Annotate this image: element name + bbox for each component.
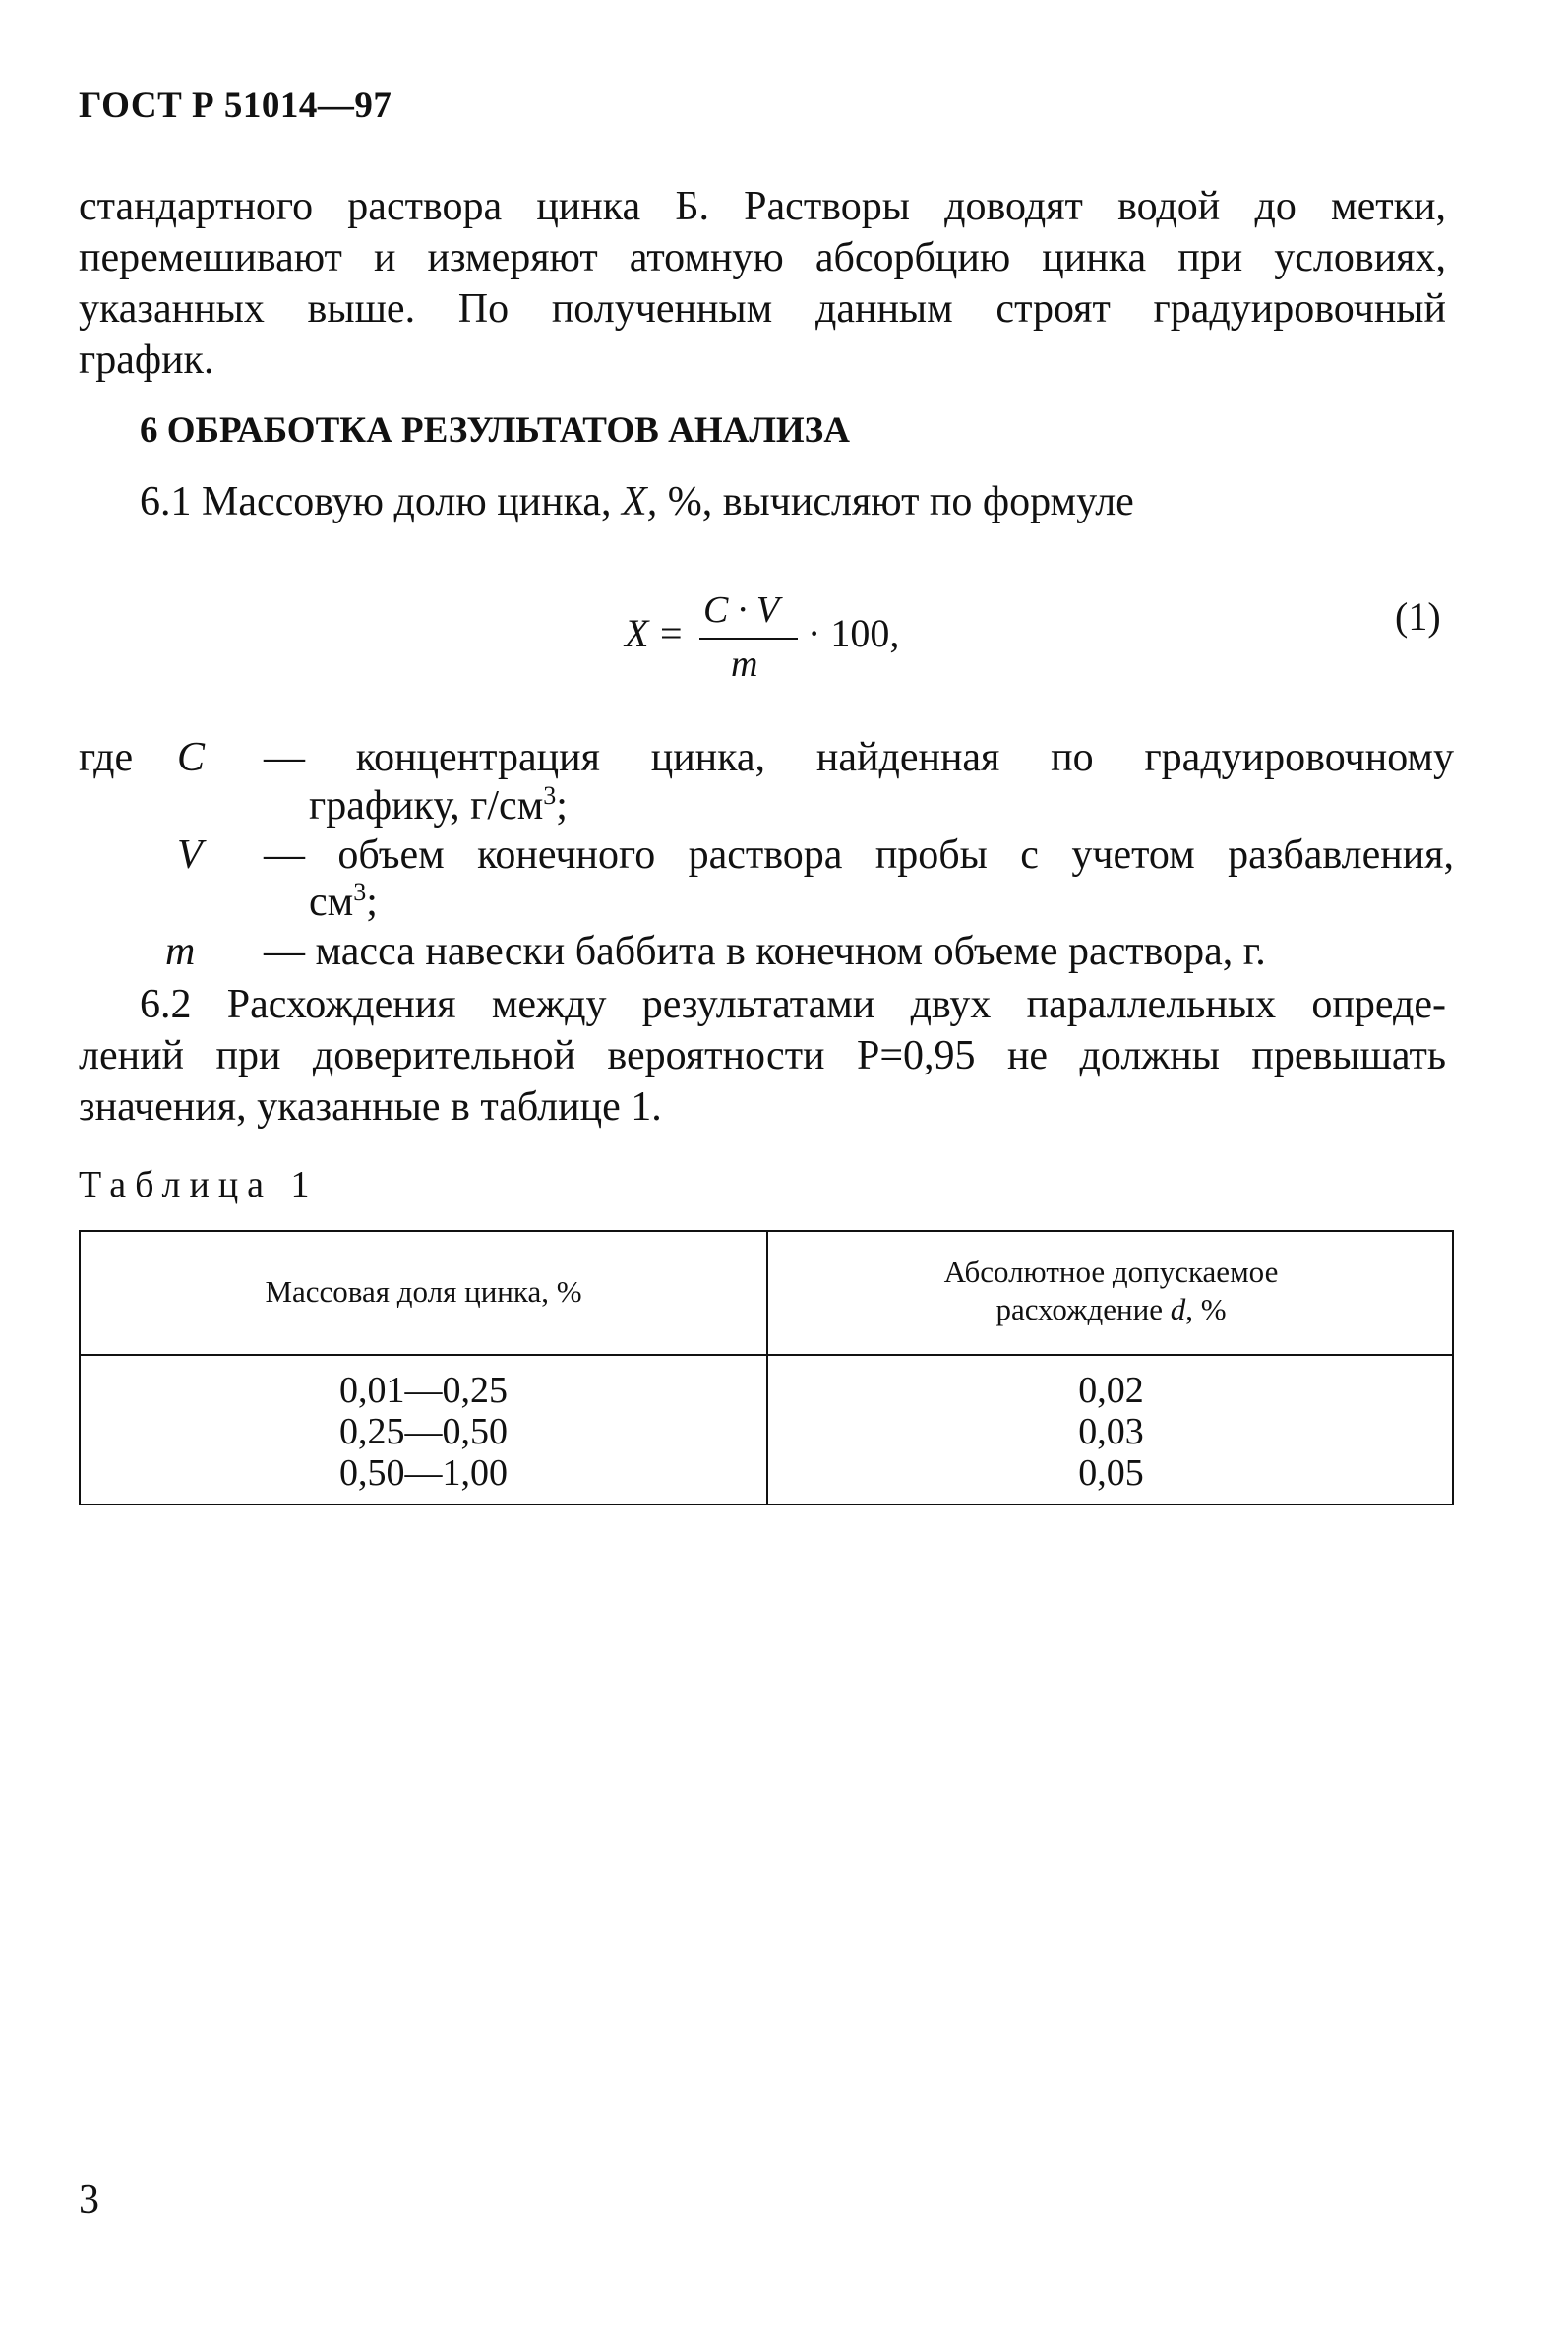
page-number: 3 (79, 2178, 99, 2223)
section-heading: 6 ОБРАБОТКА РЕЗУЛЬТАТОВ АНАЛИЗА (140, 410, 850, 451)
where-def-c-line1: — концентрация цинка, найденная по градуировочному (264, 735, 1454, 780)
clause-text: Массовую долю цинка, (202, 479, 612, 524)
intro-line: указанных выше. По полученным данным строят градуировочный (79, 286, 1446, 332)
table-column-discrepancy (768, 1370, 1454, 1494)
def-text-end: ; (556, 783, 568, 829)
where-symbol-c (177, 734, 205, 781)
table-cell: 0,01—0,25 (339, 1370, 508, 1411)
clause-text: %, вычисляют по формуле (667, 479, 1134, 524)
where-symbol-m (165, 928, 195, 975)
superscript: 3 (543, 781, 557, 810)
table-header-discrepancy (768, 1254, 1454, 1328)
where-def-m-line1: — масса навески баббита в конечном объеме раствора, г. (264, 929, 1266, 974)
table-1 (79, 1230, 1454, 1505)
clause-number: 6.1 (140, 479, 192, 524)
table-header-mass-fraction: Массовая доля цинка, % (265, 1274, 582, 1309)
intro-line: график. (79, 338, 214, 383)
def-text: см (309, 880, 354, 925)
table-column-ranges (81, 1370, 766, 1494)
clause-6-2 (79, 979, 1446, 1133)
clause-6-2-line: 6.2 Расхождения между результатами двух параллельных опреде- (140, 982, 1446, 1027)
where-def-v-line2 (309, 879, 378, 926)
table-cell: 0,50—1,00 (339, 1452, 508, 1494)
equation-number: (1) (1395, 594, 1441, 639)
header-variable: d (1170, 1292, 1186, 1326)
clause-6-1 (140, 478, 1134, 525)
def-text-end: ; (366, 880, 378, 925)
variable-x: X, (622, 479, 658, 524)
def-text: графику, г/см (309, 783, 544, 829)
header-line: Абсолютное допускаемое (943, 1255, 1279, 1289)
superscript: 3 (353, 878, 367, 906)
document-header: ГОСТ Р 51014—97 (79, 86, 392, 126)
intro-paragraph (79, 181, 1446, 386)
intro-line: стандартного раствора цинка Б. Растворы доводят водой до метки, (79, 184, 1446, 229)
table-cell: 0,25—0,50 (339, 1411, 508, 1452)
table-caption: Таблица 1 (79, 1164, 319, 1205)
where-symbol-v (177, 831, 203, 879)
header-line (768, 1291, 1454, 1328)
symbol: C (177, 735, 206, 780)
table-cell: 0,03 (1078, 1411, 1144, 1452)
where-def-c-line2 (309, 782, 568, 829)
header-text: расхождение (995, 1292, 1171, 1326)
formula-equals: = (660, 611, 683, 655)
fraction-bar (699, 638, 798, 640)
table-cell: 0,02 (1078, 1370, 1144, 1411)
formula-numerator: C · V (703, 589, 780, 631)
table-divider-horizontal (81, 1354, 1452, 1356)
formula-lhs: X (625, 611, 649, 655)
symbol: V (177, 832, 203, 878)
symbol: m (165, 929, 196, 974)
formula (625, 588, 920, 697)
formula-denominator: m (731, 644, 758, 685)
where-lead: где (79, 735, 134, 780)
table-cell: 0,05 (1078, 1452, 1144, 1494)
header-text: , % (1185, 1292, 1227, 1326)
clause-6-2-line: лений при доверительной вероятности P=0,95 не должны превышать (79, 1033, 1446, 1078)
formula-multiplier: · 100, (808, 611, 900, 655)
intro-line: перемешивают и измеряют атомную абсорбцию цинка при условиях, (79, 235, 1446, 280)
clause-6-2-line: значения, указанные в таблице 1. (79, 1084, 662, 1130)
where-def-v-line1: — объем конечного раствора пробы с учетом разбавления, (264, 832, 1454, 878)
